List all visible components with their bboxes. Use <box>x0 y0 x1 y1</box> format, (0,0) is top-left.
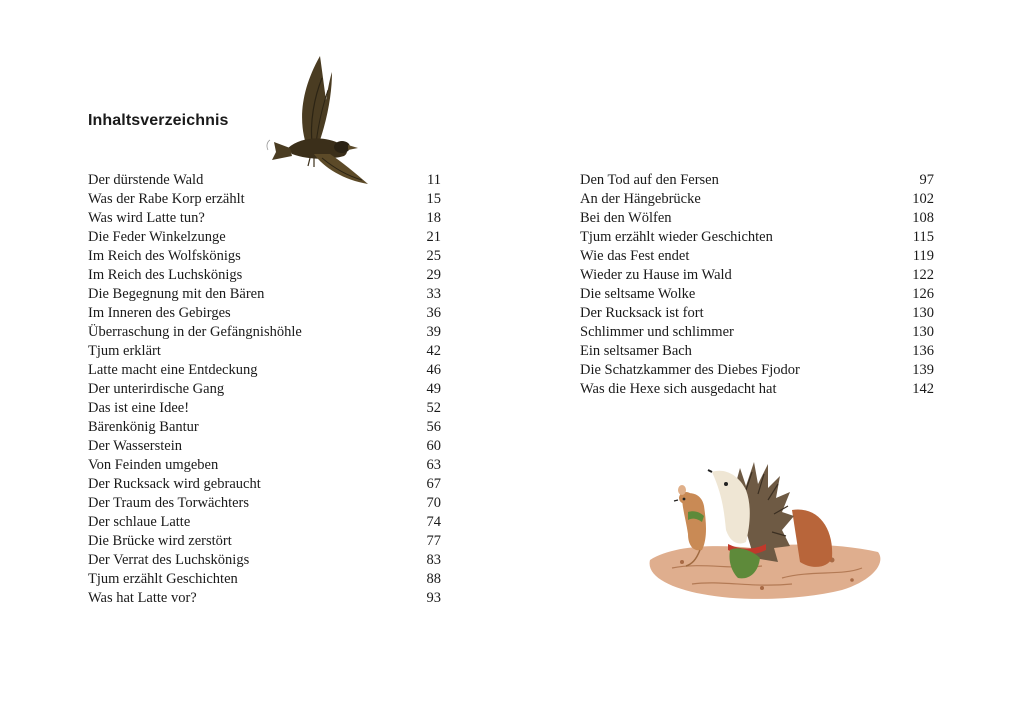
toc-entry-page: 63 <box>426 457 441 473</box>
toc-entry-page: 136 <box>912 343 934 359</box>
toc-entry-page: 18 <box>426 210 441 226</box>
toc-entry-page: 130 <box>912 305 934 321</box>
toc-entry <box>580 380 934 399</box>
toc-entry-title: Bei den Wölfen <box>580 210 672 226</box>
toc-entry-page: 97 <box>919 172 934 188</box>
toc-entry-page: 49 <box>426 381 441 397</box>
toc-entry <box>88 304 441 323</box>
toc-entry-title: Die seltsame Wolke <box>580 286 696 302</box>
toc-entry-title: Von Feinden umgeben <box>88 457 219 473</box>
toc-entry <box>88 589 441 608</box>
toc-entry-title: Tjum erklärt <box>88 343 161 359</box>
toc-entry <box>88 532 441 551</box>
toc-entry <box>88 228 441 247</box>
toc-entry-page: 33 <box>426 286 441 302</box>
toc-entry-page: 115 <box>912 229 934 245</box>
toc-entry-page: 56 <box>426 419 441 435</box>
toc-entry <box>88 456 441 475</box>
toc-entry-page: 122 <box>912 267 934 283</box>
toc-entry-page: 15 <box>426 191 441 207</box>
toc-entry-title: Ein seltsamer Bach <box>580 343 692 359</box>
toc-entry-title: Den Tod auf den Fersen <box>580 172 719 188</box>
toc-entry <box>580 285 934 304</box>
toc-entry-page: 60 <box>426 438 441 454</box>
toc-entry-title: Tjum erzählt wieder Geschichten <box>580 229 773 245</box>
toc-entry-title: Die Feder Winkelzunge <box>88 229 226 245</box>
toc-entry <box>88 342 441 361</box>
toc-entry-title: An der Hängebrücke <box>580 191 701 207</box>
toc-entry-page: 102 <box>912 191 934 207</box>
toc-entry <box>88 361 441 380</box>
toc-entry-page: 139 <box>912 362 934 378</box>
toc-entry-page: 119 <box>912 248 934 264</box>
toc-entry-title: Latte macht eine Entdeckung <box>88 362 258 378</box>
toc-entry <box>580 304 934 323</box>
toc-entry-title: Der dürstende Wald <box>88 172 204 188</box>
toc-entry-title: Die Begegnung mit den Bären <box>88 286 265 302</box>
toc-entry-title: Der Rucksack wird gebraucht <box>88 476 261 492</box>
toc-entry <box>88 323 441 342</box>
toc-entry-page: 130 <box>912 324 934 340</box>
toc-entry-page: 142 <box>912 381 934 397</box>
toc-entry <box>88 570 441 589</box>
toc-entry <box>88 190 441 209</box>
toc-entry <box>88 247 441 266</box>
toc-column-left <box>88 171 441 608</box>
toc-entry <box>580 247 934 266</box>
toc-entry-title: Die Brücke wird zerstört <box>88 533 232 549</box>
toc-entry-page: 21 <box>426 229 441 245</box>
toc-entry-title: Der Wasserstein <box>88 438 182 454</box>
toc-entry-page: 52 <box>426 400 441 416</box>
toc-entry <box>580 361 934 380</box>
toc-entry-title: Was der Rabe Korp erzählt <box>88 191 245 207</box>
toc-entry-page: 39 <box>426 324 441 340</box>
toc-entry-title: Der Verrat des Luchskönigs <box>88 552 250 568</box>
toc-entry <box>580 190 934 209</box>
page-title: Inhaltsverzeichnis <box>88 112 229 129</box>
toc-entry-title: Überraschung in der Gefängnishöhle <box>88 324 302 340</box>
toc-entry <box>88 418 441 437</box>
toc-entry-title: Das ist eine Idee! <box>88 400 190 416</box>
toc-entry-page: 83 <box>426 552 441 568</box>
toc-entry <box>88 551 441 570</box>
toc-entry-title: Was die Hexe sich ausgedacht hat <box>580 381 777 397</box>
toc-entry <box>88 494 441 513</box>
toc-entry-title: Was hat Latte vor? <box>88 590 197 606</box>
toc-entry-title: Was wird Latte tun? <box>88 210 205 226</box>
toc-entry-page: 108 <box>912 210 934 226</box>
toc-entry <box>88 285 441 304</box>
toc-entry-title: Im Reich des Luchskönigs <box>88 267 243 283</box>
toc-entry-title: Der Traum des Torwächters <box>88 495 250 511</box>
toc-entry-title: Tjum erzählt Geschichten <box>88 571 238 587</box>
toc-entry-page: 29 <box>426 267 441 283</box>
toc-entry-title: Der unterirdische Gang <box>88 381 225 397</box>
toc-entry-title: Im Reich des Wolfskönigs <box>88 248 241 264</box>
toc-entry-page: 25 <box>426 248 441 264</box>
toc-entry-title: Der schlaue Latte <box>88 514 191 530</box>
toc-entry-page: 67 <box>426 476 441 492</box>
toc-entry <box>580 342 934 361</box>
toc-entry <box>580 228 934 247</box>
toc-column-right <box>580 171 934 399</box>
toc-entry <box>580 266 934 285</box>
toc-entry-title: Die Schatzkammer des Diebes Fjodor <box>580 362 800 378</box>
toc-entry <box>88 266 441 285</box>
toc-entry <box>580 323 934 342</box>
toc-entry <box>88 209 441 228</box>
toc-entry-page: 77 <box>426 533 441 549</box>
toc-entry-title: Wie das Fest endet <box>580 248 690 264</box>
toc-entry <box>88 475 441 494</box>
toc-entry-page: 74 <box>426 514 441 530</box>
toc-entry-title: Bärenkönig Bantur <box>88 419 199 435</box>
toc-entry-title: Der Rucksack ist fort <box>580 305 704 321</box>
toc-entry-page: 126 <box>912 286 934 302</box>
hedgehog-and-mouse-illustration <box>642 450 892 615</box>
toc-entry-page: 70 <box>426 495 441 511</box>
toc-entry <box>88 171 441 190</box>
toc-entry-title: Schlimmer und schlimmer <box>580 324 734 340</box>
toc-entry <box>580 171 934 190</box>
toc-entry-page: 11 <box>427 172 441 188</box>
toc-entry <box>88 437 441 456</box>
toc-entry <box>88 380 441 399</box>
toc-entry <box>580 209 934 228</box>
toc-entry-page: 36 <box>426 305 441 321</box>
toc-entry-page: 42 <box>426 343 441 359</box>
toc-entry <box>88 399 441 418</box>
toc-entry-page: 88 <box>426 571 441 587</box>
toc-entry-title: Im Inneren des Gebirges <box>88 305 231 321</box>
toc-entry-title: Wieder zu Hause im Wald <box>580 267 732 283</box>
toc-entry-page: 46 <box>426 362 441 378</box>
toc-entry <box>88 513 441 532</box>
toc-entry-page: 93 <box>426 590 441 606</box>
